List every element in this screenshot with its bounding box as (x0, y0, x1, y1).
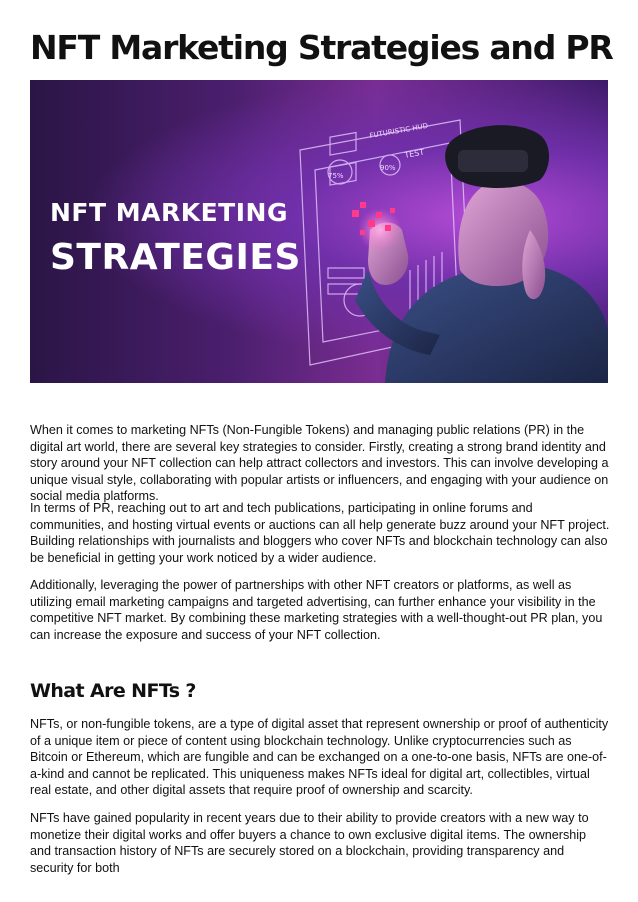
intro-paragraph-2: In terms of PR, reaching out to art and tech publications, participating in online forums and communities, and hosting virtual events or auctions can all help generate buzz around your NFT project. Building relationships with journalists and bloggers who cover NFTs and blockchain technology can also be beneficial in getting your work noticed by a wider audience. (30, 501, 610, 565)
hud-pct-1: 75% (328, 172, 344, 180)
page-title: NFT Marketing Strategies and PR (30, 28, 613, 67)
section-paragraph-2: NFTs have gained popularity in recent years due to their ability to provide creators with a new way to monetize their digital works and offer buyers a chance to own exclusive digital items. The ownership and transaction history of NFTs are securely stored on a blockchain, providing transparency and security for both (30, 811, 589, 875)
hero-title-line1: NFT MARKETING (50, 198, 288, 227)
section-paragraph-1: NFTs, or non-fungible tokens, are a type of digital asset that represent ownership or proof of authenticity of a unique item or piece of content using blockchain technology. Unlike cryptocurrencies such as Bitcoin or Ethereum, which are fungible and can be exchanged on a one-to-one basis, NFTs are one-of-a-kind and cannot be replicated. This uniqueness makes NFTs ideal for digital art, collectibles, virtual real estate, and other digital assets that require proof of ownership and scarcity. (30, 717, 609, 797)
hud-title-text: FUTURISTIC HUD (368, 121, 429, 140)
hud-pct-2: 90% (380, 164, 396, 172)
hero-illustration (30, 80, 608, 383)
hud-test-text: TEST (403, 147, 425, 160)
intro-paragraph-3: Additionally, leveraging the power of partnerships with other NFT creators or platforms, as well as utilizing email marketing campaigns and targeted advertising, can further enhance your visibility in the competitive NFT market. By combining these marketing strategies with a well-thought-out PR plan, you can increase the exposure and success of your NFT collection. (30, 578, 603, 642)
section-heading: What Are NFTs ? (30, 680, 196, 702)
hero-title-line2: STRATEGIES (50, 237, 301, 278)
hero-image (30, 80, 608, 383)
intro-paragraph-1: When it comes to marketing NFTs (Non-Fungible Tokens) and managing public relations (PR) in the digital art world, there are several key strategies to consider. Firstly, creating a strong brand identity and story around your NFT collection can help attract collectors and investors. This can involve developing a unique visual style, collaborating with popular artists or influencers, and engaging with your audience on social media platforms. (30, 423, 609, 503)
